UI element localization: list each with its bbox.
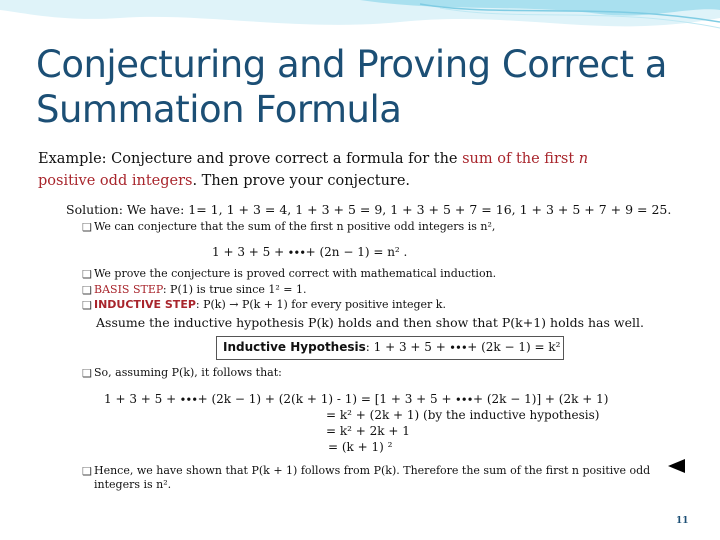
inductive-label: INDUCTIVE STEP — [94, 298, 196, 311]
hypothesis-label: Inductive Hypothesis — [223, 340, 366, 354]
hypothesis-formula: : 1 + 3 + 5 + ∙∙∙+ (2k − 1) = k² — [365, 340, 561, 354]
bullet-icon: ❑ — [82, 299, 92, 312]
hence-line-2: integers is n². — [94, 478, 172, 491]
hypothesis-box — [216, 336, 564, 360]
title-line-1: Conjecturing and Proving Correct a — [36, 43, 667, 86]
conjecture-formula: 1 + 3 + 5 + ∙∙∙+ (2n − 1) = n² . — [212, 245, 408, 259]
equation-line-1: 1 + 3 + 5 + ∙∙∙+ (2k − 1) + (2(k + 1) - 1) = [1 + 3 + 5 + ∙∙∙+ (2k − 1)] + (2k + 1) — [104, 392, 609, 406]
solution-label: Solution: We have: — [66, 202, 185, 217]
intro-highlight-b: positive odd integers — [38, 173, 193, 189]
prove-text: We prove the conjecture is proved correct with mathematical induction. — [94, 267, 497, 280]
bullet-icon: ❑ — [82, 465, 92, 478]
hypothesis-line — [223, 340, 560, 354]
solution-values: 1= 1, 1 + 3 = 4, 1 + 3 + 5 = 9, 1 + 3 + 5 + 7 = 16, 1 + 3 + 5 + 7 + 9 = 25. — [188, 202, 672, 217]
inductive-text: : P(k) → P(k + 1) for every positive integer k. — [195, 298, 446, 311]
back-arrow-icon[interactable] — [668, 459, 685, 473]
assume-text: Assume the inductive hypothesis P(k) holds and then show that P(k+1) holds has well. — [96, 315, 644, 330]
bullet-icon: ❑ — [82, 268, 92, 281]
conjecture-text: We can conjecture that the sum of the first n positive odd integers is n², — [94, 220, 496, 233]
hence-line-1: Hence, we have shown that P(k + 1) follows from P(k). Therefore the sum of the first n positive odd — [94, 464, 651, 477]
bullet-icon: ❑ — [82, 284, 92, 297]
intro-n: n — [578, 151, 589, 167]
intro-prefix: Example: Conjecture and prove correct a formula for the — [38, 151, 458, 167]
basis-step — [94, 283, 307, 296]
page-number: 11 — [676, 516, 689, 526]
intro-suffix: . Then prove your conjecture. — [192, 173, 411, 189]
basis-label: BASIS STEP — [94, 283, 163, 296]
inductive-step — [94, 298, 446, 311]
equation-line-3: = k² + 2k + 1 — [326, 424, 410, 438]
intro-highlight-a: sum of the first — [462, 151, 575, 167]
slide-title — [36, 42, 716, 132]
bullet-icon: ❑ — [82, 367, 92, 380]
so-text: So, assuming P(k), it follows that: — [94, 366, 282, 379]
basis-text: : P(1) is true since 1² = 1. — [162, 283, 307, 296]
equation-line-2: = k² + (2k + 1) (by the inductive hypothesis) — [326, 408, 600, 422]
title-line-2: Summation Formula — [36, 88, 402, 131]
solution-line — [66, 202, 671, 217]
equation-line-4: = (k + 1) ² — [328, 440, 393, 454]
example-statement — [38, 148, 698, 192]
bullet-icon: ❑ — [82, 221, 92, 234]
